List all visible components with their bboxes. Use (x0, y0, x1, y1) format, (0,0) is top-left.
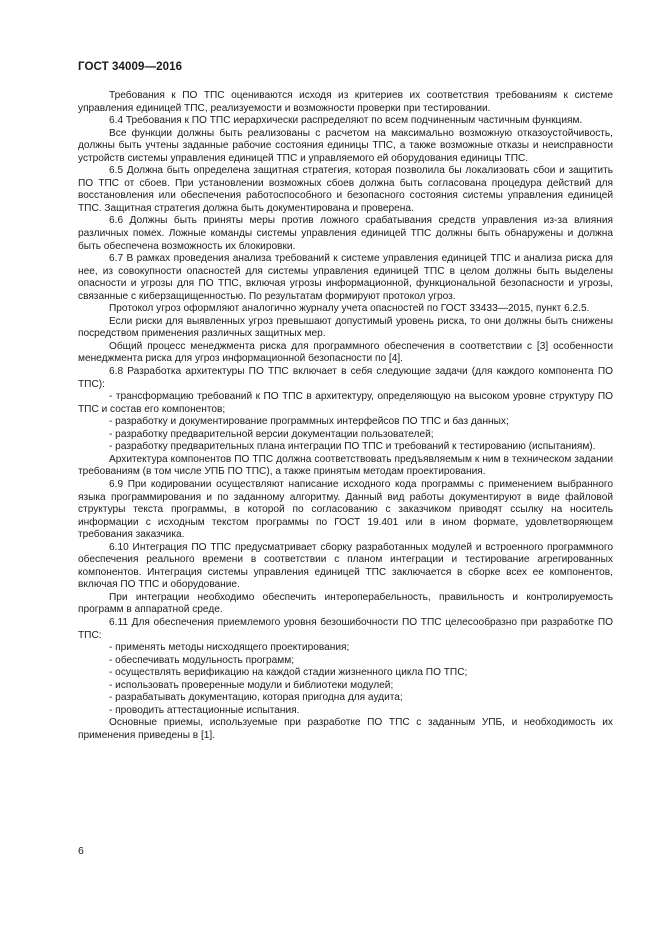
list-item: - использовать проверенные модули и библиотеки модулей; (109, 679, 394, 691)
paragraph: Протокол угроз оформляют аналогично журналу учета опасностей по ГОСТ 33433—2015, пункт 6.2.5. (109, 303, 590, 315)
paragraph: 6.7 В рамках проведения анализа требований к системе управления единицей ТПС и анализа риска для нее, из совокупности опасностей для системы управления единицей ТПС в целом должны быть выделены опасности и угрозы для ПО ТПС, включая угрозы информационной, функциональной безопасности и угрозы, связанные с киберзащищенностью. По результатам формируют протокол угроз. (78, 253, 613, 302)
list-item: - разработку предварительных плана интеграции ПО ТПС и требований к тестированию (испытаниям). (109, 441, 596, 453)
list-item: - осуществлять верификацию на каждой стадии жизненного цикла ПО ТПС; (109, 667, 468, 679)
document-header: ГОСТ 34009—2016 (78, 61, 183, 73)
paragraph: Требования к ПО ТПС оцениваются исходя из критериев их соответствия требованиям к системе управления единицей ТПС, реализуемости и возможности проверки при тестировании. (78, 90, 613, 114)
paragraph: 6.10 Интеграция ПО ТПС предусматривает сборку разработанных модулей и встроенного программного обеспечения реального времени в соответствии с планом интеграции и тестирование агрегированных компонентов. Интеграция системы управления единицей ТПС заключается в сборке всех ее компонентов, включая ПО ТПС и оборудование. (78, 541, 613, 591)
list-item: - разработку предварительной версии документации пользователей; (109, 428, 434, 440)
list-item: - разработку и документирование программных интерфейсов ПО ТПС и баз данных; (109, 416, 509, 428)
paragraph: Общий процесс менеджмента риска для программного обеспечения в соответствии с [3] особенности менеджмента риска для угроз информационной безопасности по [4]. (78, 340, 613, 365)
paragraph: 6.9 При кодировании осуществляют написание исходного кода программы с применением выбранного языка программирования и по заданному алгоритму. Данный вид работы документируют в виде файловой структуры текста программы, в которой по согласованию с заказчиком приводят ссылку на носитель информации с исходным текстом программы по ГОСТ 19.401 или в ином формате, удовлетворяющем требования заказчика. (78, 478, 613, 541)
document-body (78, 90, 613, 742)
paragraph: 6.6 Должны быть приняты меры против ложного срабатывания средств управления из-за влияния различных помех. Ложные команды системы управления единицей ТПС должны быть обнаружены и должна быть обеспечена возможность их блокировки. (78, 215, 613, 252)
paragraph: 6.11 Для обеспечения приемлемого уровня безошибочности ПО ТПС целесообразно при разработке ПО ТПС: (78, 616, 613, 641)
paragraph: Если риски для выявленных угроз превышают допустимый уровень риска, то они должны быть снижены посредством применения различных защитных мер. (78, 315, 613, 340)
list-item: - применять методы нисходящего проектирования; (109, 642, 350, 654)
list-item: - трансформацию требований к ПО ТПС в архитектуру, определяющую на высоком уровне структуру ПО ТПС и состав его компонентов; (78, 391, 613, 415)
paragraph: Архитектура компонентов ПО ТПС должна соответствовать предъявляемым к ним в техническом задании требованиям (в том числе УПБ ПО ТПС), а также принятым методам проектирования. (78, 453, 613, 478)
list-item: - разрабатывать документацию, которая пригодна для аудита; (109, 692, 403, 704)
paragraph: Все функции должны быть реализованы с расчетом на максимально возможную отказоустойчивость, должны быть учтены заданные рабочие состояния единицы ТПС, а также возможные отказы и неисправности устройств системы управления единицей ТПС и управляемого ей оборудования единицы ТПС. (78, 127, 613, 164)
paragraph: Основные приемы, используемые при разработке ПО ТПС с заданным УПБ, и необходимость их применения приведены в [1]. (78, 717, 613, 741)
paragraph: При интеграции необходимо обеспечить интероперабельность, правильность и контролируемость программ в аппаратной среде. (78, 591, 613, 616)
paragraph: 6.8 Разработка архитектуры ПО ТПС включает в себя следующие задачи (для каждого компонента ПО ТПС): (78, 366, 613, 390)
paragraph: 6.5 Должна быть определена защитная стратегия, которая позволила бы локализовать сбои и защитить ПО ТПС от сбоев. При установлении возможных сбоев должна быть согласована процедура действий для восстановления или обеспечения работоспособного и безопасного состояния системы управления единицей ТПС. Защитная стратегия должна быть документирована и проверена. (78, 165, 613, 214)
page-number: 6 (78, 845, 84, 857)
list-item: - проводить аттестационные испытания. (109, 704, 300, 716)
list-item: - обеспечивать модульность программ; (109, 654, 295, 666)
paragraph: 6.4 Требования к ПО ТПС иерархически распределяют по всем подчиненным частичным функциям. (109, 115, 583, 127)
